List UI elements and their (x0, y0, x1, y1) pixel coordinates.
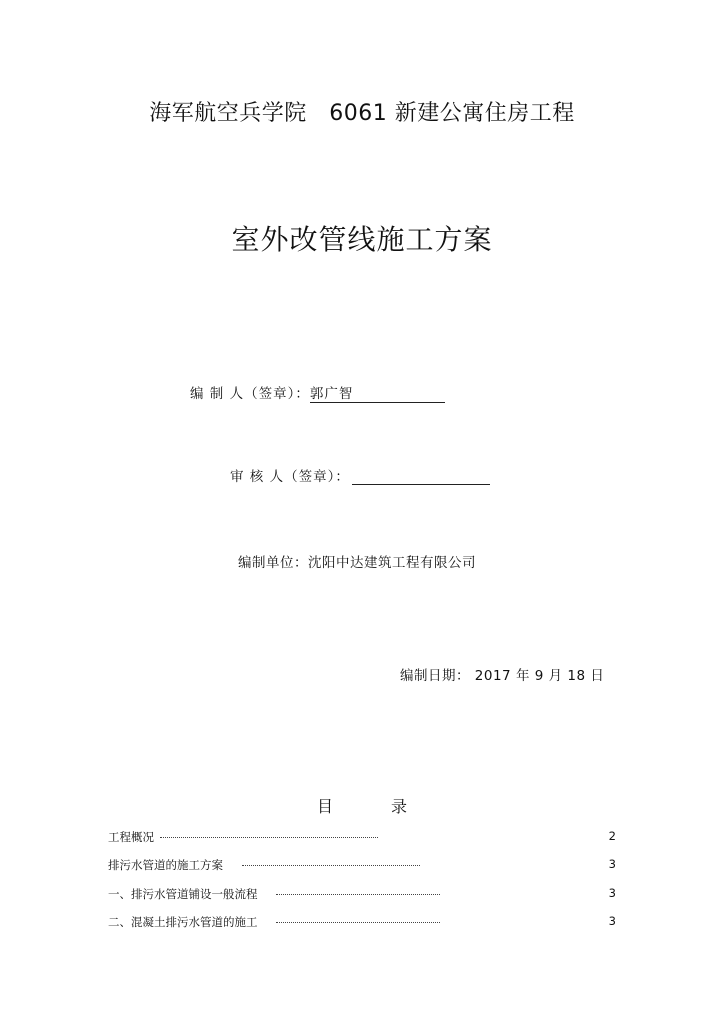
project-title: 海军航空兵学院 6061 新建公寓住房工程 (149, 101, 575, 126)
organization-line: 编制单位：沈阳中达建筑工程有限公司 (238, 555, 476, 571)
compiler-label: 编 制 人（签章）： (190, 386, 310, 402)
reviewer-signature-line (352, 470, 490, 485)
toc-item[interactable] (108, 914, 616, 930)
toc-item-label: 排污水管道的施工方案 (108, 858, 223, 872)
compiler-signature-row (190, 382, 445, 403)
toc-heading (0, 794, 724, 817)
toc-leader-dots (276, 894, 440, 895)
toc-item-page: 3 (608, 886, 616, 900)
toc-heading-right: 录 (391, 797, 408, 816)
toc-item-page: 3 (608, 857, 616, 871)
compiler-signature-line (353, 388, 445, 403)
toc-item-label: 二、混凝土排污水管道的施工 (108, 915, 258, 929)
toc-leader-dots (242, 865, 420, 866)
toc-leader-dots (276, 922, 440, 923)
toc-heading-left: 目 (316, 797, 333, 816)
toc-item-page: 2 (608, 829, 616, 843)
toc-item-label: 工程概况 (108, 830, 154, 844)
toc-item[interactable] (108, 886, 616, 902)
date-line: 编制日期： 2017 年 9 月 18 日 (400, 668, 605, 684)
reviewer-signature-row (230, 465, 490, 485)
compiler-name: 郭广智 (310, 382, 354, 403)
toc-item-page: 3 (608, 914, 616, 928)
toc-item[interactable] (108, 829, 616, 845)
toc-leader-dots (160, 837, 378, 838)
toc-item-label: 一、排污水管道铺设一般流程 (108, 887, 258, 901)
document-title: 室外改管线施工方案 (231, 223, 493, 256)
toc-item[interactable] (108, 857, 616, 873)
reviewer-label: 审 核 人（签章）： (230, 469, 350, 485)
